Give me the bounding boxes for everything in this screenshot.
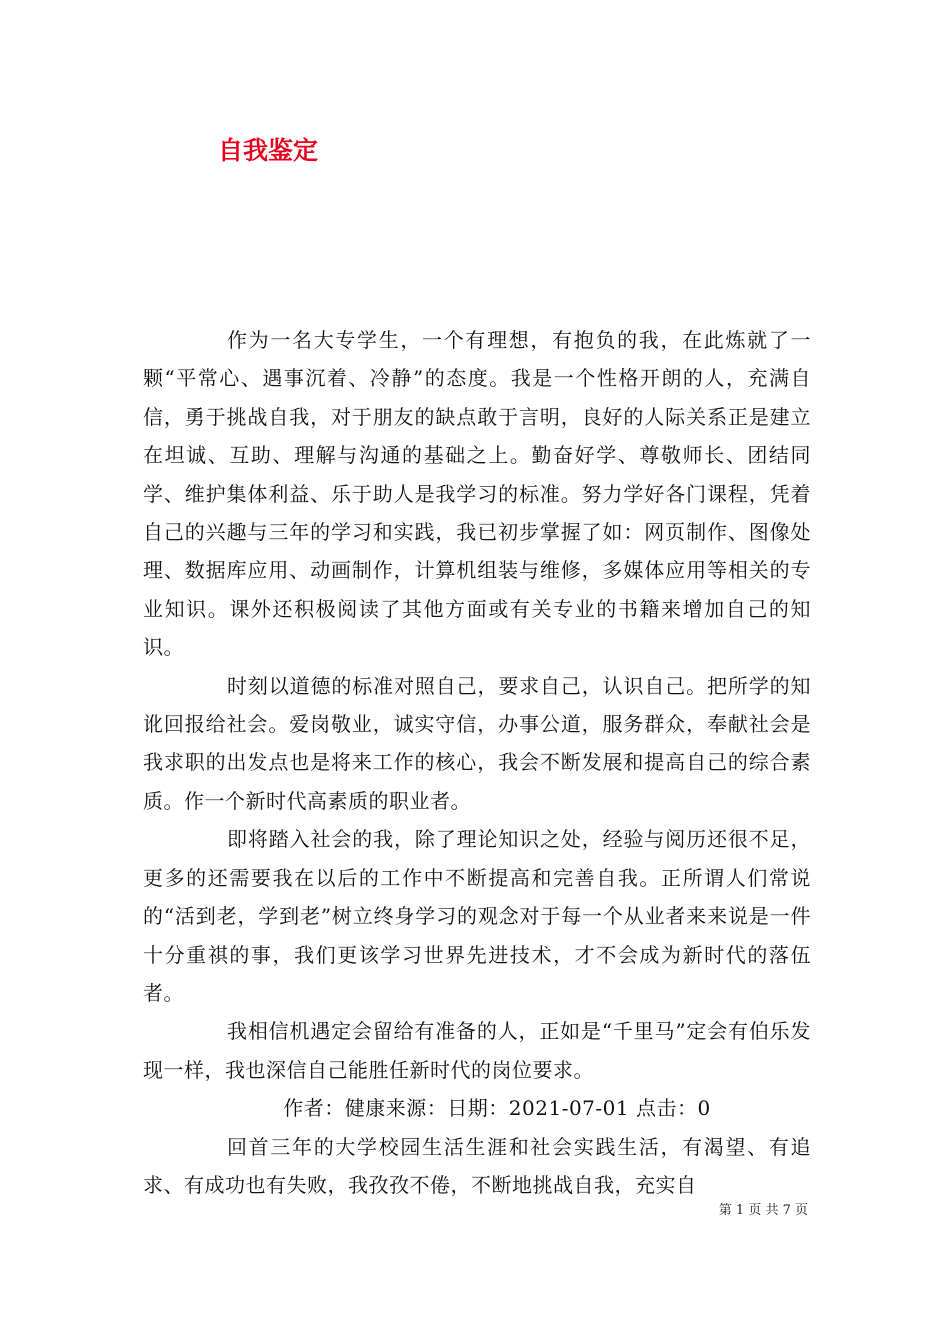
- paragraph-2: 时刻以道德的标准对照自己，要求自己，认识自己。把所学的知讹回报给社会。爱岗敬业，诚实守信，办事公道，服务群众，奉献社会是我求职的出发点也是将来工作的核心，我会不断发展和提高自己的综合素质。作一个新时代高素质的职业者。: [143, 673, 811, 813]
- paragraph-5: 回首三年的大学校园生活生涯和社会实践生活，有渴望、有追求、有成功也有失败，我孜孜不倦，不断地挑战自我，充实自: [143, 1134, 811, 1197]
- document-title: 自我鉴定: [218, 136, 319, 165]
- page-footer: 第 1 页 共 7 页: [718, 1203, 808, 1218]
- article-meta-line: 作者：健康来源：日期：2021-07-01 点击：0: [283, 1096, 711, 1121]
- paragraph-1: 作为一名大专学生，一个有理想，有抱负的我，在此炼就了一颗“平常心、遇事沉着、冷静”的态度。我是一个性格开朗的人，充满自信，勇于挑战自我，对于朋友的缺点敢于言明，良好的人际关系正是建立在坦诚、互助、理解与沟通的基础之上。勤奋好学、尊敬师长、团结同学、维护集体利益、乐于助人是我学习的标准。努力学好各门课程，凭着自己的兴趣与三年的学习和实践，我已初步掌握了如：网页制作、图像处理、数据库应用、动画制作，计算机组装与维修，多媒体应用等相关的专业知识。课外还积极阅读了其他方面或有关专业的书籍来增加自己的知识。: [143, 328, 811, 660]
- paragraph-4: 我相信机遇定会留给有准备的人，正如是“千里马”定会有伯乐发现一样，我也深信自己能胜任新时代的岗位要求。: [143, 1019, 811, 1082]
- paragraph-3: 即将踏入社会的我，除了理论知识之处，经验与阅历还很不足，更多的还需要我在以后的工作中不断提高和完善自我。正所谓人们常说的“活到老，学到老”树立终身学习的观念对于每一个从业者来来说是一件十分重祺的事，我们更该学习世界先进技术，才不会成为新时代的落伍者。: [143, 827, 811, 1005]
- document-body: [143, 321, 811, 1204]
